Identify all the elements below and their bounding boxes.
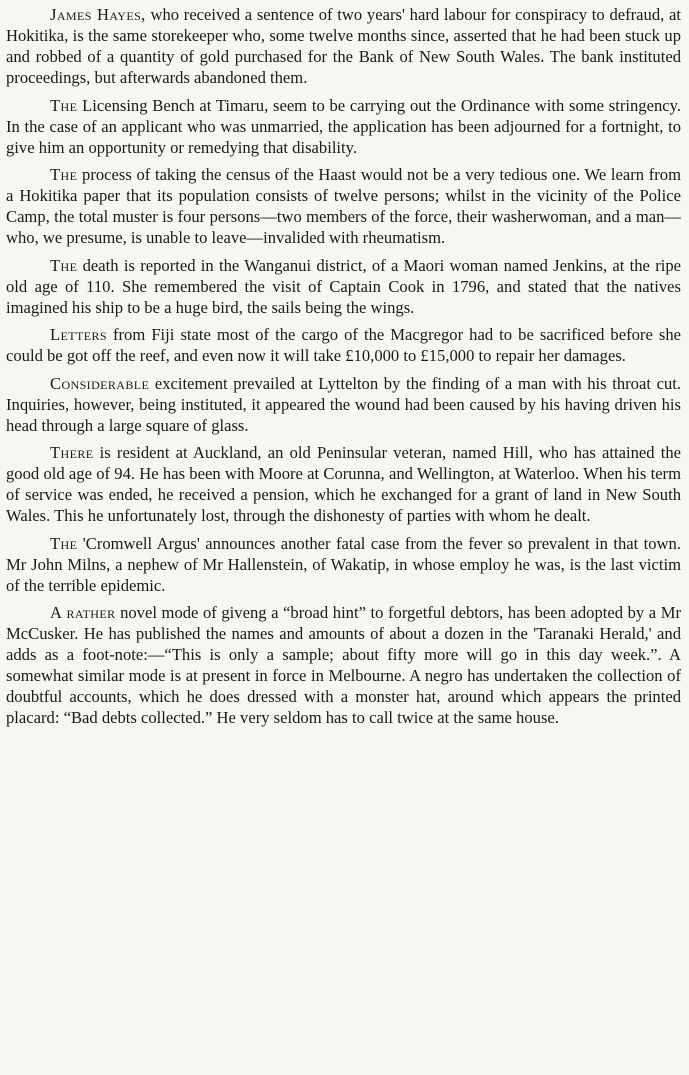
- paragraph-maori-woman: [6, 255, 681, 318]
- paragraph-body: death is reported in the Wanganui district, of a Maori woman named Jenkins, at the ripe old age of 110. She remembered the visit of Captain Cook in 1796, and stated that the natives imagined his ship to be a huge bird, the sails being the wings.: [6, 255, 681, 317]
- paragraph-lead: The: [50, 533, 78, 553]
- paragraph-body: 'Cromwell Argus' announces another fatal case from the fever so prevalent in that town. Mr John Milns, a nephew of Mr Hallenstein, of Wakatip, in whose employ he was, is the last victim of the terrible epidemic.: [6, 533, 681, 595]
- paragraph-body: is resident at Auckland, an old Peninsular veteran, named Hill, who has attained the good old age of 94. He has been with Moore at Corunna, and Wellington, at Waterloo. When his term of service was ended, he received a pension, which he exchanged for a grant of land in New South Wales. This he unfortunately lost, through the dishonesty of parties with whom he dealt.: [6, 443, 681, 525]
- paragraph-cromwell-argus: [6, 533, 681, 596]
- paragraph-lead: James Hayes,: [50, 5, 146, 24]
- paragraph-lead: Letters: [50, 325, 107, 344]
- paragraph-lead: Considerable: [50, 373, 150, 393]
- paragraph-lead: The: [50, 95, 78, 115]
- paragraph-lead: There: [50, 443, 94, 462]
- paragraph-lyttelton: [6, 373, 681, 436]
- paragraph-body: novel mode of giveng a “broad hint” to forgetful debtors, has been adopted by a Mr McCusker. He has published the names and amounts of about a dozen in the 'Taranaki Herald,' and adds as a foot-note:—“This is only a sample; about fifty more will go in this day week.”. A somewhat similar mode is at present in force in Melbourne. A negro has undertaken the collection of doubtful accounts, which he does dressed with a monster hat, around which appears the printed placard: “Bad debts collected.” He very seldom has to call twice at the same house.: [6, 603, 681, 727]
- paragraph-peninsular-veteran: [6, 442, 681, 526]
- paragraph-haast-census: [6, 164, 681, 248]
- paragraph-james-hayes: [6, 4, 681, 88]
- paragraph-body: process of taking the census of the Haast would not be a very tedious one. We learn from a Hokitika paper that its population consists of twelve persons; whilst in the vicinity of the Police Camp, the total muster is four persons—two members of the force, their washerwoman, and a man—who, we presume, is unable to leave—invalided with rheumatism.: [6, 165, 681, 247]
- paragraph-body: Licensing Bench at Timaru, seem to be carrying out the Ordinance with some stringency. In the case of an applicant who was unmarried, the application has been adjourned for a fortnight, to give him an opportunity or remedying that disability.: [6, 95, 681, 157]
- paragraph-body: who received a sentence of two years' hard labour for conspiracy to defraud, at Hokitika, is the same storekeeper who, some twelve months since, asserted that he had been stuck up and robbed of a quantity of gold purchased for the Bank of New South Wales. The bank instituted proceedings, but afterwards abandoned them.: [6, 5, 681, 87]
- paragraph-licensing-bench: [6, 95, 681, 158]
- paragraph-body: from Fiji state most of the cargo of the Macgregor had to be sacrificed before she could be got off the reef, and even now it will take £10,000 to £15,000 to repair her damages.: [6, 325, 681, 365]
- paragraph-fiji-letters: [6, 324, 681, 366]
- paragraph-body: excitement prevailed at Lyttelton by the finding of a man with his throat cut. Inquiries, however, being instituted, it appeared the wound had been caused by his having driven his head through a large square of glass.: [6, 373, 681, 435]
- paragraph-lead: A rather: [50, 603, 116, 622]
- paragraph-lead: The: [50, 165, 78, 184]
- paragraph-broad-hint: [6, 602, 681, 728]
- paragraph-lead: The: [50, 255, 78, 275]
